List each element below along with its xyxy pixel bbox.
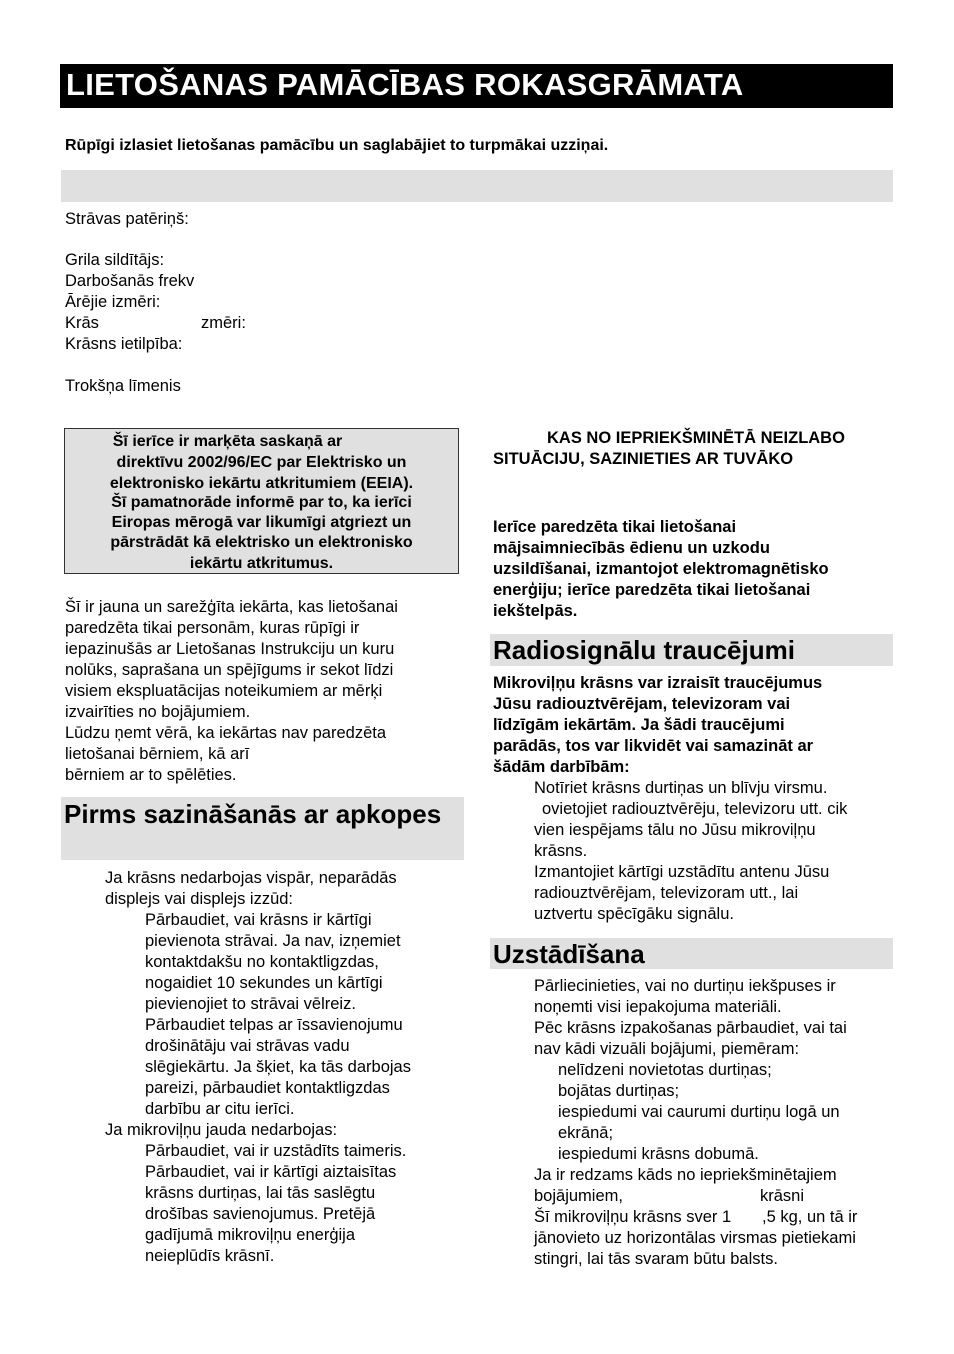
- weee-line: pārstrādāt kā elektrisko un elektronisko: [110, 534, 413, 551]
- text-line: darbību ar citu ierīci.: [145, 1100, 295, 1118]
- text-line: pievienojiet to strāvai vēlreiz.: [145, 995, 356, 1013]
- install-section-heading: Uzstādīšana: [490, 938, 893, 969]
- weee-line: iekārtu atkritumus.: [189, 555, 334, 572]
- text-line: iepazinušās ar Lietošanas Instrukciju un kuru: [65, 640, 395, 658]
- text-line: krāsni: [760, 1187, 805, 1205]
- service-contact-notice-2: SITUĀCIJU, SAZINIETIES AR TUVĀKO: [493, 450, 794, 468]
- radio-steps: [534, 778, 847, 925]
- service-check-power: [145, 910, 411, 1120]
- text-line: Pārliecinieties, vai no durtiņu iekšpuses ir: [534, 977, 836, 995]
- text-line: Šī ir jauna un sarežģīta iekārta, kas lietošanai: [65, 598, 398, 616]
- text-line: izvairīties no bojājumiem.: [65, 703, 251, 721]
- text-line: šādām darbībām:: [493, 758, 630, 776]
- radio-intro: [493, 673, 822, 778]
- service-contact-notice-1: KAS NO IEPRIEKŠMINĒTĀ NEIZLABO: [547, 429, 845, 447]
- text-line: Pārbaudiet telpas ar īssavienojumu: [145, 1016, 403, 1034]
- weee-line: Šī pamatnorāde informē par to, ka ierīci: [111, 494, 412, 511]
- text-line: Ja ir redzams kāds no iepriekšminētajiem: [534, 1166, 837, 1184]
- page-title: LIETOŠANAS PAMĀCĪBAS ROKASGRĀMATA: [66, 67, 744, 102]
- spec-power: Strāvas patēriņš:: [65, 210, 189, 228]
- text-line: Ierīce paredzēta tikai lietošanai: [493, 518, 737, 536]
- radio-section-heading: Radiosignālu traucējumi: [490, 634, 893, 666]
- text-line: vien iespējams tālu no Jūsu mikroviļņu: [534, 821, 816, 839]
- text-line: drošinātāju vai strāvas vadu: [145, 1037, 350, 1055]
- spec-noise: Trokšņa līmenis: [65, 377, 181, 395]
- title-bar: [60, 64, 893, 108]
- text-line: nolūks, saprašana un spējīgums ir sekot līdzi: [65, 661, 394, 679]
- spec-capacity: Krāsns ietilpība:: [65, 335, 183, 353]
- install-damage-list: [558, 1060, 840, 1165]
- text-line: pareizi, pārbaudiet kontaktligzdas: [145, 1079, 390, 1097]
- text-line: noņemti visi iepakojuma materiāli.: [534, 998, 782, 1016]
- text-line: Mikroviļņu krāsns var izraisīt traucējumus: [493, 674, 823, 692]
- text-line: neieplūdīs krāsnī.: [145, 1247, 275, 1265]
- weee-notice-box: [64, 428, 459, 574]
- text-line: līdzīgām iekārtām. Ja šādi traucējumi: [493, 716, 785, 734]
- text-line: bojājumiem,: [534, 1187, 623, 1205]
- text-line: Lūdzu ņemt vērā, ka iekārtas nav paredzēta: [65, 724, 387, 742]
- text-line: Izmantojiet kārtīgi uzstādītu antenu Jūsu: [534, 863, 830, 881]
- spec-frequency: Darbošanās frekv: [65, 272, 195, 290]
- text-line: stingri, lai tās svaram būtu balsts.: [534, 1250, 778, 1268]
- text-line: jānovieto uz horizontālas virsmas pietiekami: [534, 1229, 856, 1247]
- text-line: Pārbaudiet, vai ir uzstādīts taimeris.: [145, 1142, 407, 1160]
- spec-inner-dimensions-b: zmēri:: [201, 314, 246, 332]
- text-line: parādās, tos var likvidēt vai samazināt ar: [493, 737, 814, 755]
- text-line: Notīriet krāsns durtiņas un blīvju virsmu.: [534, 779, 828, 797]
- subtitle: Rūpīgi izlasiet lietošanas pamācību un saglabājiet to turpmākai uzziņai.: [65, 137, 609, 154]
- text-line: Pārbaudiet, vai krāsns ir kārtīgi: [145, 911, 372, 929]
- text-line: uzsildīšanai, izmantojot elektromagnētisko: [493, 560, 829, 578]
- text-line: iekštelpās.: [493, 602, 578, 620]
- text-line: gadījumā mikroviļņu enerģija: [145, 1226, 356, 1244]
- usage-note: [493, 517, 829, 622]
- spec-header-bar: [61, 170, 893, 202]
- weee-line: Šī ierīce ir marķēta saskaņā ar: [112, 433, 343, 450]
- service-section-heading: Pirms sazināšanās ar apkopes: [61, 797, 464, 860]
- text-line: slēgiekārtu. Ja šķiet, ka tās darbojas: [145, 1058, 411, 1076]
- text-line: bojātas durtiņas;: [558, 1082, 680, 1100]
- text-line: uztvertu spēcīgāku signālu.: [534, 905, 734, 923]
- intro-paragraph: [65, 597, 398, 786]
- text-line: iespiedumi krāsns dobumā.: [558, 1145, 759, 1163]
- text-line: radiouztvērējam, televizoram utt., lai: [534, 884, 799, 902]
- text-line: Pārbaudiet, vai ir kārtīgi aiztaisītas: [145, 1163, 397, 1181]
- text-line: Šī mikroviļņu krāsns sver 1: [534, 1208, 732, 1226]
- text-line: iespiedumi vai caurumi durtiņu logā un: [558, 1103, 840, 1121]
- text-line: Ja krāsns nedarbojas vispār, neparādās: [105, 869, 397, 887]
- text-line: krāsns durtiņas, lai tās saslēgtu: [145, 1184, 376, 1202]
- text-line: nogaidiet 10 sekundes un kārtīgi: [145, 974, 383, 992]
- weee-line: Eiropas mērogā var likumīgi atgriezt un: [111, 514, 412, 531]
- text-line: nelīdzeni novietotas durtiņas;: [558, 1061, 772, 1079]
- text-line: enerģiju; ierīce paredzēta tikai lietošanai: [493, 581, 811, 599]
- text-line: pievienota strāvai. Ja nav, izņemiet: [145, 932, 401, 950]
- spec-outer-dimensions: Ārējie izmēri:: [65, 293, 161, 311]
- service-case-no-power: [105, 868, 397, 910]
- text-line: paredzēta tikai personām, kuras rūpīgi ir: [65, 619, 360, 637]
- service-check-microwave: [145, 1141, 406, 1267]
- text-line: bērniem ar to spēlēties.: [65, 766, 237, 784]
- text-line: drošības savienojumus. Pretējā: [145, 1205, 376, 1223]
- text-line: visiem ekspluatācijas noteikumiem ar mērķi: [65, 682, 383, 700]
- text-line: displejs vai displejs izzūd:: [105, 890, 294, 908]
- install-checks: [534, 976, 847, 1060]
- text-line: krāsns.: [534, 842, 588, 860]
- text-line: nav kādi vizuāli bojājumi, piemēram:: [534, 1040, 800, 1058]
- text-line: Pēc krāsns izpakošanas pārbaudiet, vai tai: [534, 1019, 847, 1037]
- text-line: Jūsu radiouztvērējam, televizoram vai: [493, 695, 791, 713]
- weee-line: direktīvu 2002/96/EC par Elektrisko un: [116, 454, 407, 471]
- text-line: mājsaimniecībās ēdienu un uzkodu: [493, 539, 770, 557]
- text-line: lietošanai bērniem, kā arī: [65, 745, 250, 763]
- service-case-no-microwave: Ja mikroviļņu jauda nedarbojas:: [105, 1121, 338, 1139]
- weee-line: elektronisko iekārtu atkritumiem (EEIA).: [109, 475, 414, 492]
- text-line: ovietojiet radiouztvērēju, televizoru utt. cik: [542, 800, 848, 818]
- spec-grill: Grila sildītājs:: [65, 251, 165, 269]
- text-line: ekrānā;: [558, 1124, 614, 1142]
- spec-inner-dimensions-a: Krās: [65, 314, 99, 332]
- text-line: ,5 kg, un tā ir: [762, 1208, 858, 1226]
- text-line: kontaktdakšu no kontaktligzdas,: [145, 953, 379, 971]
